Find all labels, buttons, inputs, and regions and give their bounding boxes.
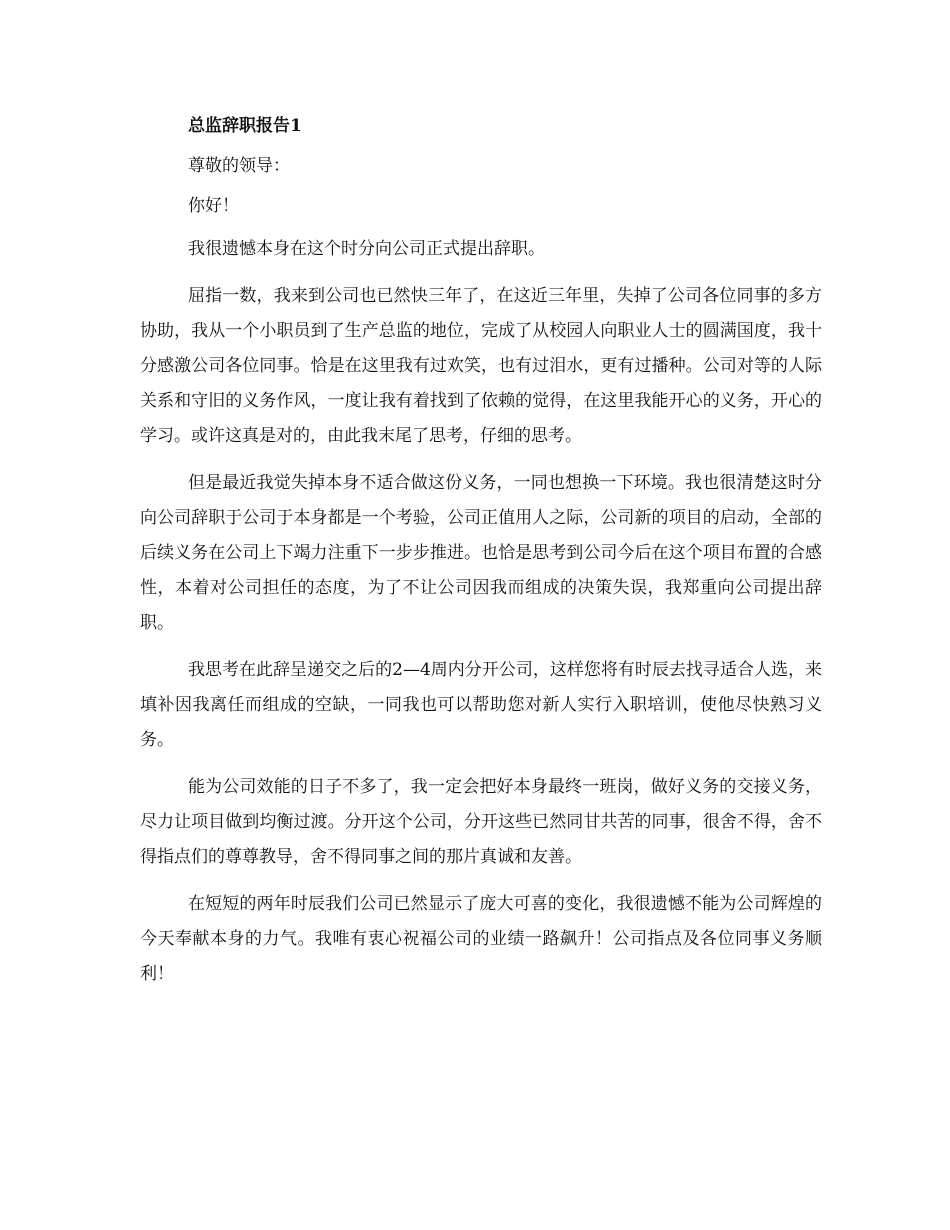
paragraph-6: 在短短的两年时辰我们公司已然显示了庞大可喜的变化，我很遗憾不能为公司辉煌的今天奉献本身的力气。我唯有衷心祝福公司的业绩一路飙升！公司指点及各位同事义务顺利！ xyxy=(140,894,822,984)
paragraph-2: 屈指一数，我来到公司也已然快三年了，在这近三年里，失掉了公司各位同事的多方协助，我从一个小职员到了生产总监的地位，完成了从校园人向职业人士的圆满国度，我十分感激公司各位同事。恰是在这里我有过欢笑，也有过泪水，更有过播种。公司对等的人际关系和守旧的义务作风，一度让我有着找到了依赖的觉得，在这里我能开心的义务，开心的学习。或许这真是对的，由此我末尾了思考，仔细的思考。 xyxy=(140,286,822,446)
paragraph-3: 但是最近我觉失掉本身不适合做这份义务，一同也想换一下环境。我也很清楚这时分向公司辞职于公司于本身都是一个考验，公司正值用人之际，公司新的项目的启动，全部的后续义务在公司上下竭力注重下一步步推进。也恰是思考到公司今后在这个项目布置的合感性，本着对公司担任的态度，为了不让公司因我而组成的决策失误，我郑重向公司提出辞职。 xyxy=(140,473,822,633)
paragraph-5: 能为公司效能的日子不多了，我一定会把好本身最终一班岗，做好义务的交接义务，尽力让项目做到均衡过渡。分开这个公司，分开这些已然同甘共苦的同事，很舍不得，舍不得指点们的尊尊教导，舍不得同事之间的那片真诚和友善。 xyxy=(140,777,822,867)
paragraph-4: 我思考在此辞呈递交之后的2—4周内分开公司，这样您将有时辰去找寻适合人选，来填补因我离任而组成的空缺，一同我也可以帮助您对新人实行入职培训，使他尽快熟习义务。 xyxy=(140,660,822,750)
document-title: 总监辞职报告1 xyxy=(188,116,302,136)
paragraph-1: 我很遗憾本身在这个时分向公司正式提出辞职。 xyxy=(188,239,545,259)
document-body xyxy=(140,112,822,1004)
salutation: 尊敬的领导： xyxy=(188,156,290,176)
greeting: 你好！ xyxy=(188,196,239,216)
